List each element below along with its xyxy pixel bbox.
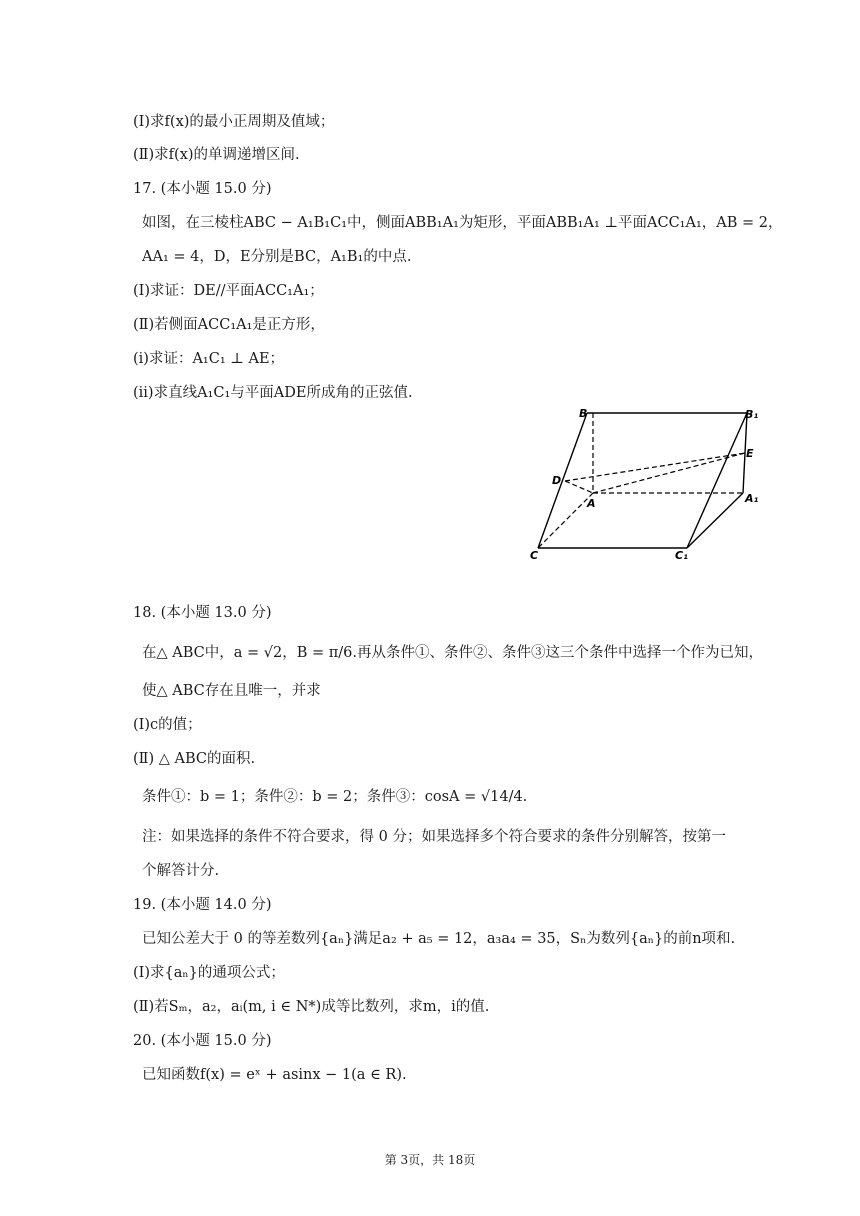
label-C1: C₁ bbox=[675, 549, 688, 562]
prism-figure bbox=[525, 405, 765, 565]
label-B1: B₁ bbox=[745, 408, 759, 421]
label-B: B bbox=[579, 407, 588, 420]
q17-heading: 17. (本小题 15.0 分) bbox=[133, 181, 272, 197]
q18-part2: (Ⅱ) △ ABC的面积. bbox=[133, 751, 256, 767]
edge-BC bbox=[538, 413, 587, 548]
q16-part1: (Ⅰ)求f(x)的最小正周期及值域； bbox=[133, 114, 335, 130]
q18-heading: 18. (本小题 13.0 分) bbox=[133, 605, 272, 621]
q18-note-line2: 个解答计分. bbox=[142, 863, 220, 879]
q18-conditions: 条件①：b = 1；条件②：b = 2；条件③：cosA = √14/4. bbox=[142, 789, 528, 805]
q17-part2: (Ⅱ)若侧面ACC₁A₁是正方形， bbox=[133, 317, 325, 333]
q17-part2-ii: (ⅱ)求直线A₁C₁与平面ADE所成角的正弦值. bbox=[133, 385, 413, 401]
q18-note-line1: 注：如果选择的条件不符合要求，得 0 分；如果选择多个符合要求的条件分别解答，按第一 bbox=[142, 829, 726, 845]
q17-stem-line1: 如图，在三棱柱ABC − A₁B₁C₁中，侧面ABB₁A₁为矩形，平面ABB₁A₁ ⊥平面ACC₁A₁，AB = 2， bbox=[142, 215, 783, 231]
q19-part1: (Ⅰ)求{aₙ}的通项公式； bbox=[133, 965, 285, 981]
label-A1: A₁ bbox=[745, 492, 759, 505]
segment-DA-hidden bbox=[565, 481, 593, 493]
q20-stem: 已知函数f(x) = eˣ + asinx − 1(a ∈ R). bbox=[142, 1067, 407, 1083]
q19-stem: 已知公差大于 0 的等差数列{aₙ}满足a₂ + a₅ = 12，a₃a₄ = 35，Sₙ为数列{aₙ}的前n项和. bbox=[142, 931, 736, 947]
edge-B1C1 bbox=[687, 413, 747, 548]
q17-part2-i: (ⅰ)求证：A₁C₁ ⊥ AE； bbox=[133, 351, 285, 367]
label-E: E bbox=[746, 447, 754, 460]
q17-part1: (Ⅰ)求证：DE//平面ACC₁A₁； bbox=[133, 283, 324, 299]
q18-part1: (Ⅰ)c的值； bbox=[133, 717, 202, 733]
q16-part2: (Ⅱ)求f(x)的单调递增区间. bbox=[133, 147, 300, 163]
q19-part2: (Ⅱ)若Sₘ，a₂，aᵢ(m, i ∈ N*)成等比数列，求m，i的值. bbox=[133, 999, 490, 1015]
q18-stem-line1: 在△ ABC中，a = √2，B = π/6.再从条件①、条件②、条件③这三个条件中选择一个作为已知， bbox=[142, 645, 763, 661]
page-footer: 第 3页，共 18页 bbox=[384, 1153, 476, 1167]
q19-heading: 19. (本小题 14.0 分) bbox=[133, 897, 272, 913]
q18-stem-line2: 使△ ABC存在且唯一，并求 bbox=[142, 683, 321, 699]
q17-stem-line2: AA₁ = 4，D，E分别是BC，A₁B₁的中点. bbox=[142, 249, 412, 265]
label-C: C bbox=[530, 549, 539, 562]
q20-heading: 20. (本小题 15.0 分) bbox=[133, 1033, 272, 1049]
prism-diagram bbox=[525, 405, 765, 565]
edge-AC-hidden bbox=[538, 493, 593, 548]
label-A: A bbox=[587, 497, 596, 510]
label-D: D bbox=[552, 474, 562, 487]
edge-A1C1 bbox=[687, 493, 743, 548]
